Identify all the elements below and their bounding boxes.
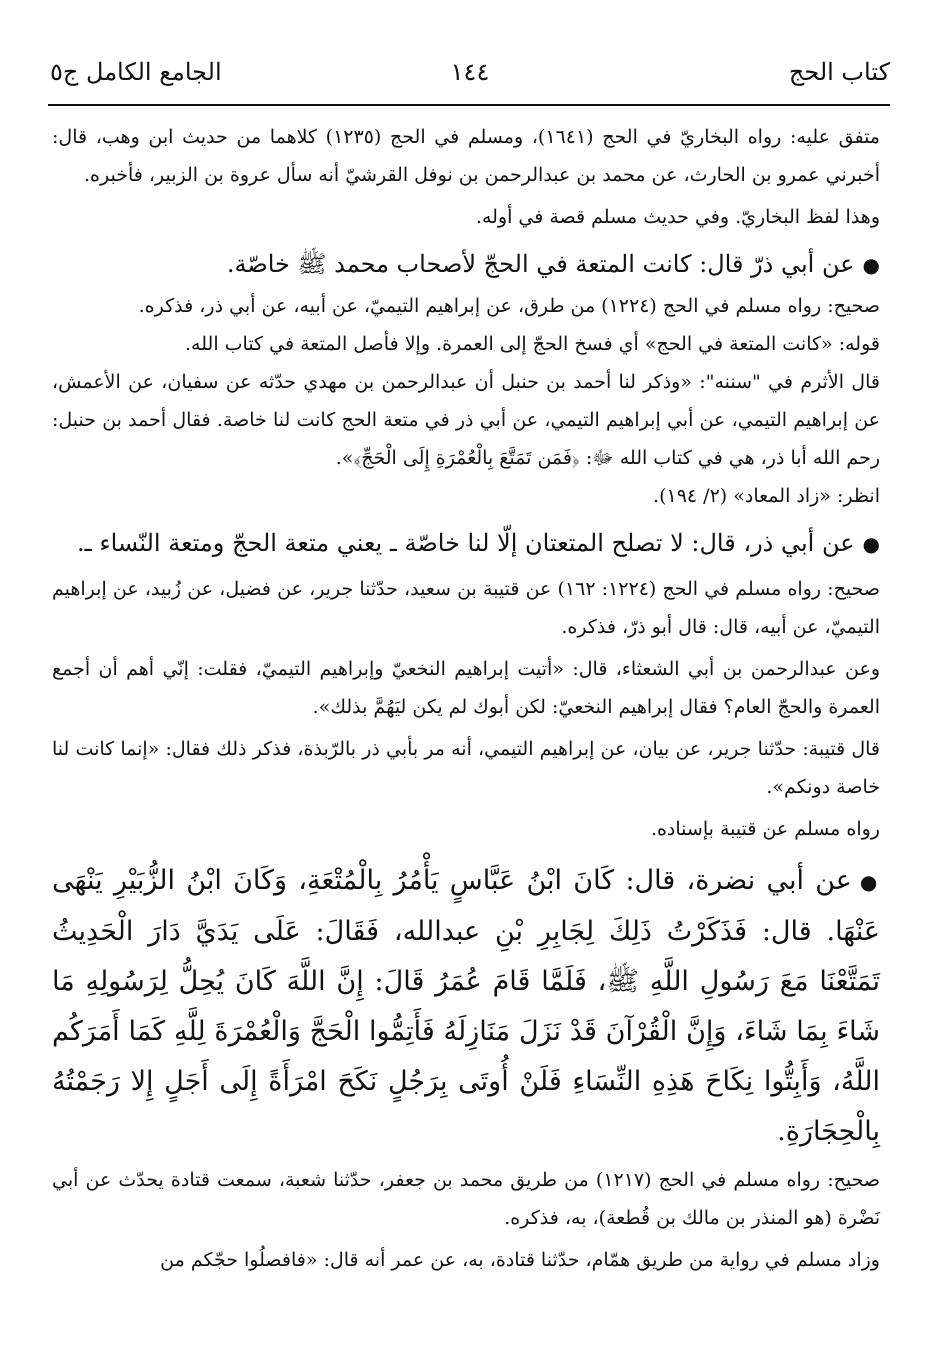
bullet-icon: ● xyxy=(859,870,881,894)
note-paragraph: وعن عبدالرحمن بن أبي الشعثاء، قال: «أتيت إبراهيم النخعيّ وإبراهيم التيميّ، فقلت: إنّي أهم أن أجمع العمرة والحجّ العام؟ فقال إبراهيم النخعيّ: لكن أبوك لم يكن ليَهُمَّ بذلك». xyxy=(52,658,880,718)
page-number: ١٤٤ xyxy=(450,58,490,86)
takhrij-paragraph: صحيح: رواه مسلم في الحج (١٢٢٤) من طرق، عن إبراهيم التيميّ، عن أبيه، عن أبي ذر، فذكره. xyxy=(138,295,880,317)
hadith-paragraph: ●عن أبي ذرّ قال: كانت المتعة في الحجّ لأصحاب محمد ﷺ خاصّة. xyxy=(226,250,880,278)
takhrij-paragraph: صحيح: رواه مسلم في الحج (١٢٢٤: ١٦٢) عن قتيبة بن سعيد، حدّثنا جرير، عن فضيل، عن زُبيد، عن إبراهيم التيميّ، عن أبيه، قال: قال أبو ذرّ، فذكره. xyxy=(52,578,880,638)
header-series-title: الجامع الكامل ج٥ xyxy=(50,58,222,86)
bullet-icon: ● xyxy=(862,253,880,277)
note-paragraph: وزاد مسلم في رواية من طريق همّام، حدّثنا قتادة، به، عن عمر أنه قال: «فافصلُوا حجّكم من xyxy=(160,1249,880,1271)
hadith-paragraph: ●عن أبي نضرة، قال: كَانَ ابْنُ عَبَّاسٍ يَأْمُرُ بِالْمُتْعَةِ، وَكَانَ ابْنُ الزُّبَيْرِ يَنْهَى عَنْهَا. قال: فَذَكَرْتُ ذَلِكَ لِجَابِرِ بْنِ عبدالله، فَقَالَ: عَلَى يَدَيَّ دَارَ الْحَدِيثُ تَمَتَّعْنَا مَعَ رَسُولِ اللَّهِ ﷺ، فَلَمَّا قَامَ عُمَرُ قَالَ: إِنَّ اللَّهَ كَانَ يُحِلُّ لِرَسُولِهِ مَا شَاءَ بِمَا شَاءَ، وَإِنَّ الْقُرْآنَ قَدْ نَزَلَ مَنَازِلَهُ فَأَتِمُّوا الْحَجَّ وَالْعُمْرَةَ لِلَّهِ كَمَا أَمَرَكُم اللَّهُ، وَأَبِتُّوا نِكَاحَ هَذِهِ النِّسَاءِ فَلَنْ أُوتَى بِرَجُلٍ نَكَحَ امْرَأَةً إِلَى أَجَلٍ إِلا رَجَمْتُهُ بِالْحِجَارَةِ. xyxy=(52,865,881,1147)
bullet-icon: ● xyxy=(862,532,880,556)
page-body xyxy=(52,118,880,1279)
header-book-title: كتاب الحج xyxy=(788,58,890,86)
takhrij-paragraph: صحيح: رواه مسلم في الحج (١٢١٧) من طريق محمد بن جعفر، حدّثنا شعبة، سمعت قتادة يحدّث عن أبي نَضْرة (هو المنذر بن مالك بن قُطعة)، به، فذكره. xyxy=(52,1169,880,1229)
note-paragraph: قوله: «كانت المتعة في الحج» أي فسخ الحجّ إلى العمرة. وإلا فأصل المتعة في كتاب الله. xyxy=(185,333,880,355)
header-rule xyxy=(48,104,890,106)
hadith-paragraph: ●عن أبي ذر، قال: لا تصلح المتعتان إلّا لنا خاصّة ـ يعني متعة الحجّ ومتعة النّساء ـ. xyxy=(77,529,880,557)
reference-paragraph: انظر: «زاد المعاد» (٢/ ١٩٤). xyxy=(653,485,880,507)
note-paragraph: قال الأثرم في "سننه": «وذكر لنا أحمد بن حنبل أن عبدالرحمن بن مهدي حدّثه عن سفيان، عن الأعمش، عن إبراهيم التيمي، عن أبي إبراهيم التيمي، عن أبي ذر في متعة الحج كانت لنا خاصة. فقال أحمد بن حنبل: رحم الله أبا ذر، هي في كتاب الله ﷻ: ﴿فَمَن تَمَتَّعَ بِالْعُمْرَةِ إِلَى الْحَجِّ﴾». xyxy=(52,371,880,469)
note-paragraph: رواه مسلم عن قتيبة بإسناده. xyxy=(650,818,880,840)
page-header xyxy=(50,52,890,92)
note-paragraph: وهذا لفظ البخاريّ. وفي حديث مسلم قصة في أوله. xyxy=(475,206,880,228)
note-paragraph: قال قتيبة: حدّثنا جرير، عن بيان، عن إبراهيم التيمي، أنه مر بأبي ذر بالرّبذة، فذكر ذلك فقال: «إنما كانت لنا خاصة دونكم». xyxy=(52,738,880,798)
takhrij-paragraph: متفق عليه: رواه البخاريّ في الحج (١٦٤١)، ومسلم في الحج (١٢٣٥) كلاهما من حديث ابن وهب، قال: أخبرني عمرو بن الحارث، عن محمد بن عبدالرحمن بن نوفل القرشيّ أنه سأل عروة بن الزبير، فأخبره. xyxy=(52,126,880,186)
